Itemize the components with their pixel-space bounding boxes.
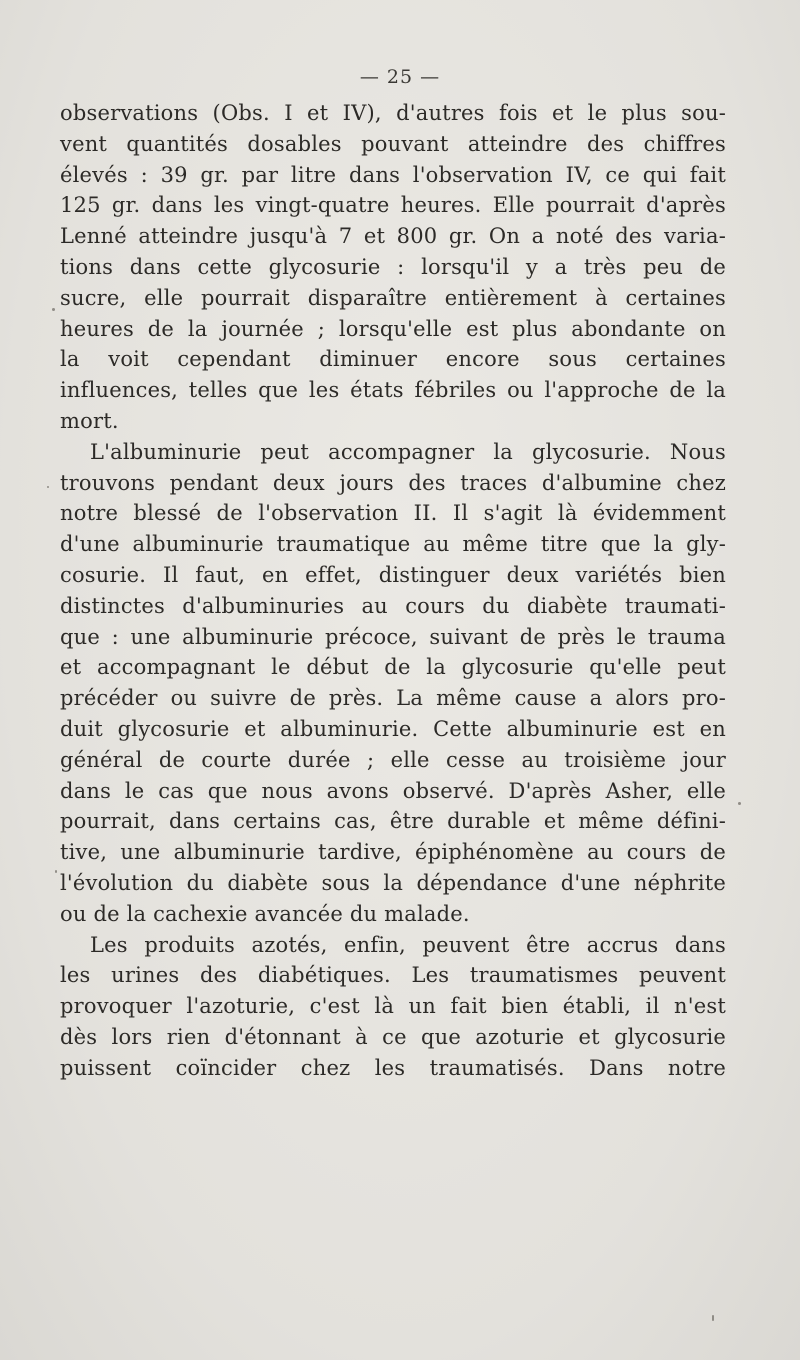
text-line: Les produits azotés, enfin, peuvent être accrus dans <box>90 932 726 957</box>
body-text <box>60 98 726 1084</box>
text-line: mort. <box>60 408 119 433</box>
text-line: élevés : 39 gr. par litre dans l'observation IV, ce qui fait <box>60 162 726 187</box>
text-line: distinctes d'albuminuries au cours du diabète traumati- <box>60 593 726 618</box>
paper-speck <box>712 1315 714 1321</box>
paragraph <box>60 930 726 1084</box>
paper-speck <box>52 308 55 311</box>
paragraph <box>60 437 726 930</box>
text-line: général de courte durée ; elle cesse au troisième jour <box>60 747 726 772</box>
text-line: trouvons pendant deux jours des traces d'albumine chez <box>60 470 726 495</box>
paragraph <box>60 98 726 437</box>
paper-speck <box>738 802 741 805</box>
text-line: influences, telles que les états fébriles ou l'approche de la <box>60 378 726 403</box>
text-line: heures de la journée ; lorsqu'elle est plus abondante on <box>60 316 726 341</box>
text-line: tions dans cette glycosurie : lorsqu'il y a très peu de <box>60 254 726 279</box>
paper-speck <box>55 870 57 873</box>
paper-speck <box>47 486 49 488</box>
text-line: 125 gr. dans les vingt-quatre heures. Elle pourrait d'après <box>60 193 726 218</box>
text-line: vent quantités dosables pouvant atteindre des chiffres <box>60 131 726 156</box>
text-line: cosurie. Il faut, en effet, distinguer deux variétés bien <box>60 562 726 587</box>
text-line: que : une albuminurie précoce, suivant de près le trauma <box>60 624 726 649</box>
text-line: duit glycosurie et albuminurie. Cette albuminurie est en <box>60 716 726 741</box>
text-line: notre blessé de l'observation II. Il s'agit là évidemment <box>60 501 726 526</box>
text-line: et accompagnant le début de la glycosurie qu'elle peut <box>60 655 726 680</box>
text-line: dans le cas que nous avons observé. D'après Asher, elle <box>60 778 726 803</box>
text-line: ou de la cachexie avancée du malade. <box>60 901 470 926</box>
text-line: dès lors rien d'étonnant à ce que azoturie et glycosurie <box>60 1024 726 1049</box>
text-line: précéder ou suivre de près. La même cause a alors pro- <box>60 686 726 711</box>
page-number: — 25 — <box>359 66 441 88</box>
text-line: provoquer l'azoturie, c'est là un fait bien établi, il n'est <box>60 994 726 1019</box>
text-line: sucre, elle pourrait disparaître entièrement à certaines <box>60 285 726 310</box>
text-line: les urines des diabétiques. Les traumatismes peuvent <box>60 963 726 988</box>
text-line: tive, une albuminurie tardive, épiphénomène au cours de <box>60 840 726 865</box>
text-line: pourrait, dans certains cas, être durable et même défini- <box>60 809 726 834</box>
text-line: l'évolution du diabète sous la dépendance d'une néphrite <box>60 870 726 895</box>
text-line: Lenné atteindre jusqu'à 7 et 800 gr. On a noté des varia- <box>60 224 726 249</box>
text-line: observations (Obs. I et IV), d'autres fois et le plus sou- <box>60 101 726 125</box>
text-line: puissent coïncider chez les traumatisés. Dans notre <box>60 1055 726 1080</box>
text-line: la voit cependant diminuer encore sous certaines <box>60 347 726 372</box>
text-line: L'albuminurie peut accompagner la glycosurie. Nous <box>90 439 726 464</box>
text-line: d'une albuminurie traumatique au même titre que la gly- <box>60 532 726 557</box>
